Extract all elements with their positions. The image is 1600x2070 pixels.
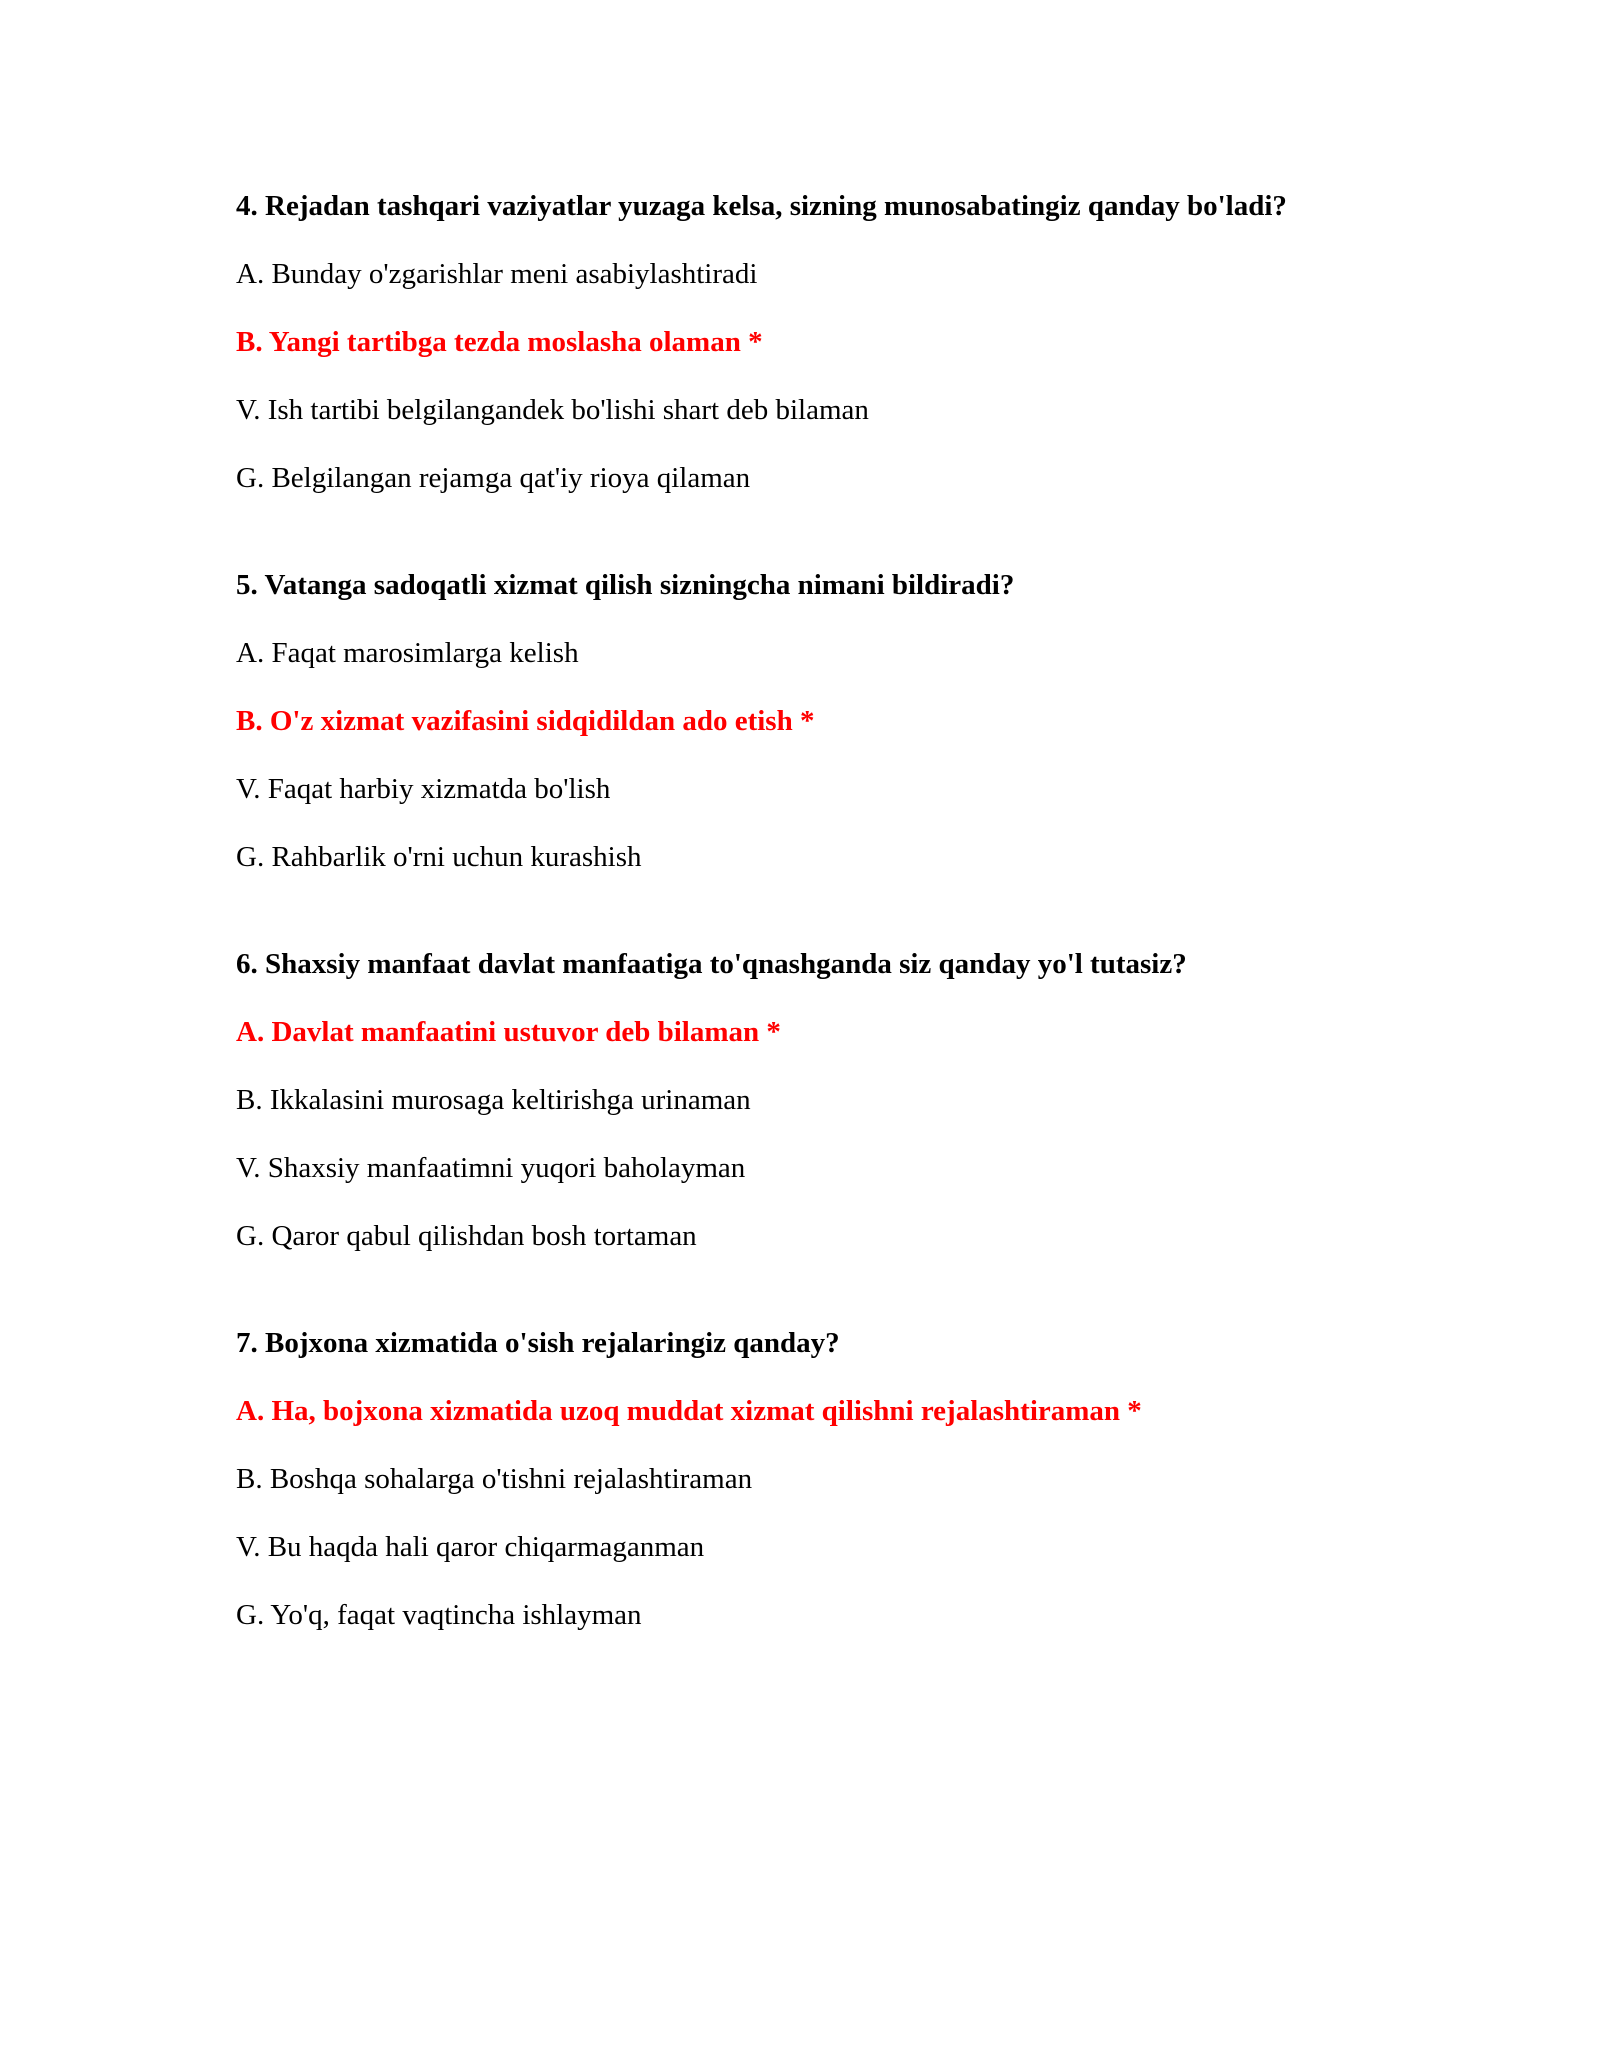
option-b: B. Boshqa sohalarga o'tishni rejalashtiraman	[236, 1463, 753, 1495]
option-a-correct: A. Davlat manfaatini ustuvor deb bilaman *	[236, 1016, 781, 1048]
question-title: 4. Rejadan tashqari vaziyatlar yuzaga kelsa, sizning munosabatingiz qanday bo'ladi?	[236, 190, 1287, 222]
option-a-correct: A. Ha, bojxona xizmatida uzoq muddat xizmat qilishni rejalashtiraman *	[236, 1395, 1142, 1427]
question-7	[236, 1323, 1366, 1635]
option-b: B. Ikkalasini murosaga keltirishga urinaman	[236, 1084, 751, 1116]
option-a: A. Faqat marosimlarga kelish	[236, 637, 579, 669]
question-5	[236, 565, 1366, 877]
option-v: V. Ish tartibi belgilangandek bo'lishi shart deb bilaman	[236, 394, 869, 426]
question-title: 7. Bojxona xizmatida o'sish rejalaringiz qanday?	[236, 1327, 840, 1359]
option-v: V. Shaxsiy manfaatimni yuqori baholayman	[236, 1152, 746, 1184]
option-g: G. Qaror qabul qilishdan bosh tortaman	[236, 1220, 697, 1252]
option-b-correct: B. O'z xizmat vazifasini sidqidildan ado etish *	[236, 705, 815, 737]
option-g: G. Belgilangan rejamga qat'iy rioya qilaman	[236, 462, 751, 494]
question-title: 5. Vatanga sadoqatli xizmat qilish sizningcha nimani bildiradi?	[236, 569, 1015, 601]
option-g: G. Rahbarlik o'rni uchun kurashish	[236, 841, 642, 873]
option-a: A. Bunday o'zgarishlar meni asabiylashtiradi	[236, 258, 758, 290]
option-v: V. Faqat harbiy xizmatda bo'lish	[236, 773, 611, 805]
option-g: G. Yo'q, faqat vaqtincha ishlayman	[236, 1599, 642, 1631]
option-v: V. Bu haqda hali qaror chiqarmaganman	[236, 1531, 705, 1563]
question-4	[236, 186, 1366, 498]
document-page	[236, 186, 1366, 1663]
option-b-correct: B. Yangi tartibga tezda moslasha olaman *	[236, 326, 763, 358]
question-title: 6. Shaxsiy manfaat davlat manfaatiga to'qnashganda siz qanday yo'l tutasiz?	[236, 948, 1187, 980]
question-6	[236, 944, 1366, 1256]
